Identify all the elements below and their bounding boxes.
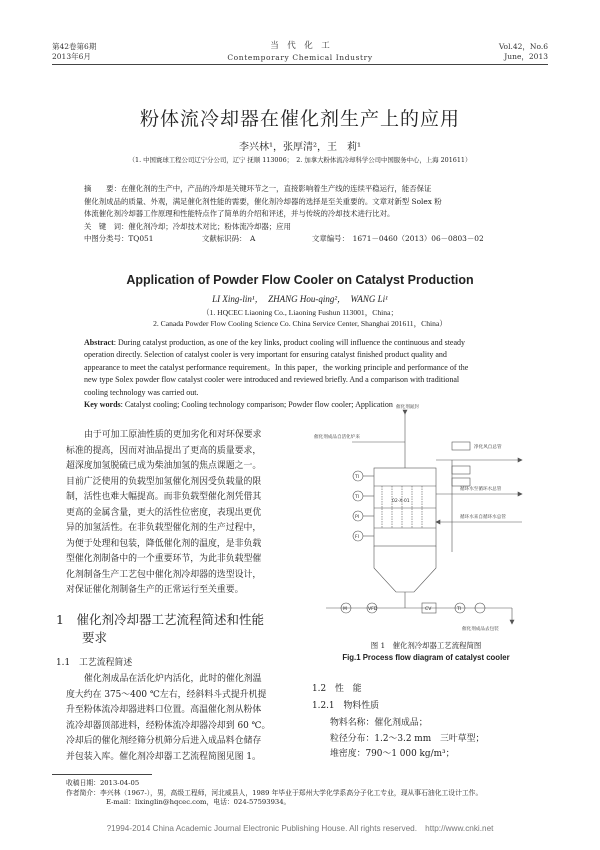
abstract-en — [84, 337, 546, 411]
classification-number: 中图分类号：TQ051 — [84, 234, 154, 243]
label-exchanger: 02-X-01 — [392, 499, 410, 504]
section-1-number: 1 — [56, 612, 64, 627]
section-1-2-heading: 1.2 性 能 — [312, 684, 362, 694]
cooler-hopper — [374, 546, 436, 592]
copyright-notice: ?1994-2014 China Academic Journal Electronic Publishing House. All rights reserved. http://www.cnki.net — [106, 824, 494, 833]
body-line: 流冷却器顶部进料，经粉体流冷却器冷却到 60 ℃。 — [66, 720, 271, 731]
intro-line: 化剂制备生产工艺包中催化剂冷却器的选型设计， — [66, 569, 262, 580]
label-cw-supply: 循环水来自循环水总管 — [460, 515, 506, 520]
intro-line: 异的加氢活性。在非负载型催化剂的生产过程中， — [66, 523, 262, 533]
journal-name-cn: 当 代 化 工 — [270, 41, 330, 51]
article-number: 文章编号： 1671－0460（2013）06－0803－02 — [312, 234, 484, 243]
header-rule — [52, 64, 548, 65]
document-code: 文献标识码： A — [202, 234, 256, 243]
label-cv: CV — [425, 607, 432, 612]
intro-line: 对保证催化剂制备生产的正常运行至关重要。 — [66, 585, 244, 595]
label-cw-return: 循环水至循环水总管 — [460, 487, 502, 492]
abstract-en-line: appearance to meet the catalyst performance requirement。In this paper，the working principle and performance of the — [84, 362, 469, 372]
article-title-cn: 粉体流冷却器在催化剂生产上的应用 — [139, 108, 460, 130]
label-activator: 催化剂成品自活化炉来 — [314, 435, 360, 440]
label-fi: FI — [355, 535, 359, 540]
affiliation-en — [0, 307, 600, 329]
section-1-title-cont: 要求 — [82, 630, 108, 645]
affiliation-cn: （1. 中国寰球工程公司辽宁分公司，辽宁 抚顺 113006； 2. 加拿大粉体流冷却科学公司中国服务中心，上海 201611） — [128, 156, 472, 164]
abstract-en-line: new type Solex powder flow catalyst cooler were introduced and reviewed briefly. And a comparison with traditional — [84, 375, 460, 385]
section-1-title: 催化剂冷却器工艺流程简述和性能 — [76, 612, 264, 627]
section-1-heading — [56, 611, 306, 647]
label-to-bin: 催化剂成品去包装 — [462, 627, 499, 632]
body-line: 堆密度：790～1 000 kg/m³； — [330, 749, 455, 759]
body-line: 升至粉体流冷却器进料口位置。高温催化剂从粉体 — [66, 705, 262, 715]
abstract-cn-label: 摘 要： — [84, 184, 121, 193]
intro-line: 为便于处理和包装，降低催化剂的温度，是非负载 — [66, 538, 262, 549]
section-1-2-1-body — [330, 716, 544, 763]
intro-line: 型催化剂制备中的一个重要环节，为此非负载型催 — [66, 554, 262, 564]
label-ti: TI — [457, 607, 462, 612]
process-flow-svg — [312, 402, 540, 634]
article-title-en: Application of Powder Flow Cooler on Catalyst Production — [126, 273, 474, 287]
footnote — [66, 779, 546, 808]
footnote-received: 收稿日期：2013-04-05 — [66, 779, 140, 787]
body-line: 冷却后的催化剂经筛分机筛分后进入成品料仓储存 — [66, 736, 262, 746]
intro-line: 标准的提高，因而对油品提出了更高的质量要求， — [66, 445, 262, 456]
label-purge: 净化风自总管 — [474, 445, 502, 450]
intro-line: 制，活性也难大幅提高。而非负载型催化剂凭借其 — [66, 492, 262, 502]
label-pi: PI — [355, 515, 360, 520]
intro-line: 目前广泛使用的负载型加氢催化剂因受负载量的限 — [66, 476, 262, 487]
section-1-1-heading: 1.1 工艺流程简述 — [56, 658, 133, 668]
body-line: 粒径分布：1.2～3.2 mm 三叶草型； — [330, 733, 485, 744]
footnote-author: 作者简介：李兴林（1967-），男，高级工程师，河北威县人，1989 年毕业于郑州大学化学系高分子化工专业，现从事石油化工设计工作。 — [66, 788, 483, 797]
figure-caption-cn: 图 1 催化剂冷却器工艺流程简图 — [370, 641, 482, 650]
body-line: 度大约在 375～400 ℃左右，经斜料斗式提升机提 — [66, 689, 267, 700]
body-line: 并包装入库。催化剂冷却器工艺流程简图见图 1。 — [66, 751, 261, 762]
footnote-rule — [52, 774, 152, 775]
abstract-en-line: operation directly. Selection of catalyst cooler is very important for ensuring catalyst finished product quality and — [84, 350, 447, 360]
abstract-cn-line: 体流催化剂冷却器工作原理和性能特点作了简单的介绍和评述，并与传统的冷却技术进行比对。 — [84, 209, 395, 218]
date-cn: 2013年6月 — [52, 52, 91, 61]
affiliation-en-line: （1. HQCEC Liaoning Co., Liaoning Fushun 113001，China； — [201, 308, 399, 317]
abstract-cn — [84, 183, 544, 246]
section-1-2-1-heading: 1.2.1 物料性质 — [312, 701, 379, 711]
keywords-cn: 关 键 词：催化剂冷却；冷却技术对比；粉体流冷却器；应用 — [84, 221, 291, 231]
volume-issue-en: Vol.42，No.6 — [498, 42, 548, 51]
abstract-cn-line: 催化剂成品的质量、外观，满足催化剂性能的需要，催化剂冷却器的选择是至关重要的。文章对新型 Solex 粉 — [84, 196, 442, 206]
cooler-vessel — [374, 468, 436, 546]
introduction — [66, 428, 302, 599]
keywords-en-label: Key words — [84, 400, 121, 410]
label-ti: TI — [355, 495, 360, 500]
figure-caption-en: Fig.1 Process flow diagram of catalyst cooler — [342, 653, 510, 662]
process-flow-diagram — [312, 402, 540, 634]
intro-line: 超深度加氢脱硫已成为柴油加氢的焦点课题之一。 — [66, 461, 262, 471]
body-line: 物料名称：催化剂成品； — [330, 718, 428, 728]
footnote-contact: E-mail：lixinglin@hqcec.com，电话：024-57593934。 — [106, 798, 291, 806]
affiliation-en-line: 2. Canada Powder Flow Cooling Science Co. China Service Center, Shanghai 201611，China） — [153, 319, 447, 328]
section-1-1-body — [66, 672, 302, 765]
intro-line: 由于可加工原油性质的更加劣化和对环保要求 — [84, 430, 262, 440]
authors-en: LI Xing-lin¹， ZHANG Hou-qing²， WANG Li¹ — [212, 294, 388, 304]
volume-issue-cn: 第42卷第6期 — [52, 42, 97, 51]
label-vfd: VFD — [368, 607, 378, 612]
abstract-cn-line: 在催化剂的生产中，产品的冷却是关键环节之一，直接影响着生产线的连续平稳运行，能否保证 — [120, 184, 432, 193]
label-ti: TI — [355, 475, 360, 480]
journal-name-en: Contemporary Chemical Industry — [227, 53, 373, 62]
label-m: M — [343, 607, 347, 612]
abstract-en-label: Abstract — [84, 338, 114, 347]
date-en: June，2013 — [504, 52, 548, 61]
abstract-en-line: cooling technology was carried out. — [84, 387, 199, 397]
abstract-en-line: : During catalyst production, as one of the key links, product cooling will influence the continuous and steady — [113, 338, 466, 347]
keywords-en: : Catalyst cooling; Cooling technology comparison; Powder flow cooler; Application — [120, 400, 393, 410]
label-n2: 催化剂氮封 — [396, 405, 419, 410]
authors-cn: 李兴林¹，张厚清²，王 莉¹ — [238, 142, 362, 153]
body-line: 催化剂成品在活化炉内活化，此时的催化剂温 — [84, 674, 262, 684]
intro-line: 更高的金属含量，更大的活性位密度，表现出更优 — [66, 507, 262, 518]
